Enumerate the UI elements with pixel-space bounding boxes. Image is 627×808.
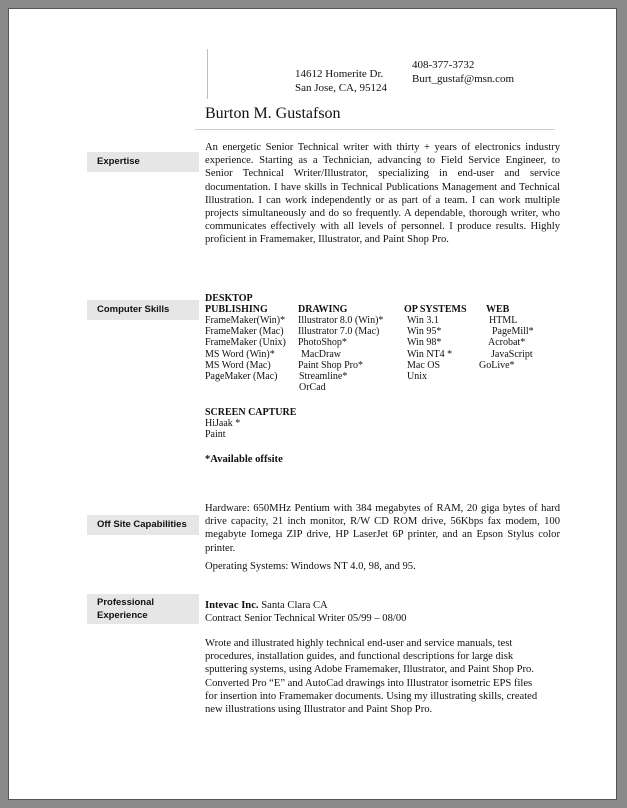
expertise-text: An energetic Senior Technical writer with thirty + years of electronics industry experience. Starting as a Technician, advancing to Field Service Engineer, to Senior Technical Writer/Illustrator, specializing in end-user and service documentation. I have skills in Technical Publications Management and Technical Illustration. I can work independently or as part of a team. I can work multiple projects simultaneously and do so frequently. A dependable, thorough writer, who communicates effectively with all levels of personnel. I produce results. Highly proficient in Framemaker, Illustrator, and Paint Shop Pro. bbox=[205, 142, 560, 246]
label-line: Experience bbox=[97, 610, 148, 621]
skills-column-op-systems bbox=[404, 304, 484, 382]
skill-list bbox=[205, 315, 300, 382]
list-item: MS Word (Mac) bbox=[205, 359, 271, 371]
operating-systems-text: Operating Systems: Windows NT 4.0, 98, and 95. bbox=[205, 561, 416, 572]
company-location: Santa Clara CA bbox=[261, 600, 328, 611]
label-line: Professional bbox=[97, 597, 155, 608]
list-item: OrCad bbox=[299, 382, 326, 394]
list-item: Win 95* bbox=[407, 326, 442, 338]
hardware-text: Hardware: 650MHz Pentium with 384 megabytes of RAM, 20 giga bytes of hard drive capacity, 21 inch monitor, R/W CD ROM drive, 56Kbps fax modem, 100 megabyte Iomega ZIP drive, HP LaserJet 6P printer, and an Epson Stylus color printer. bbox=[205, 503, 560, 554]
column-heading: DRAWING bbox=[298, 304, 348, 315]
resume-page bbox=[8, 8, 617, 800]
list-item: Paint Shop Pro* bbox=[298, 359, 364, 371]
address-line1: 14612 Homerite Dr. bbox=[295, 68, 384, 80]
column-heading: OP SYSTEMS bbox=[404, 304, 467, 315]
contact-block bbox=[412, 58, 514, 86]
job-title: Contract Senior Technical Writer 05/99 – 08/00 bbox=[205, 613, 407, 624]
skill-list bbox=[205, 418, 365, 440]
list-item: Streamline* bbox=[299, 371, 348, 383]
skill-list bbox=[298, 315, 408, 393]
header-divider-vertical bbox=[207, 49, 208, 99]
section-label-professional-experience bbox=[87, 594, 199, 624]
skills-column-desktop-publishing bbox=[205, 293, 300, 382]
skills-screen-capture bbox=[205, 407, 365, 440]
list-item: FrameMaker (Unix) bbox=[205, 337, 286, 349]
column-heading: SCREEN CAPTURE bbox=[205, 407, 297, 418]
section-label-computer-skills: Computer Skills bbox=[87, 300, 199, 320]
list-item: Paint bbox=[205, 429, 226, 441]
experience-description: Wrote and illustrated highly technical end-user and service manuals, test procedures, installation guides, and functional descriptions for large disk sputtering systems, using Adobe Framemaker, Illustrator, and Paint Shop Pro. Converted Pro “E” and AutoCad drawings into Illustrator isometric EPS files for insertion into Framemaker documents. Using my illustrating skills, created new illustrations using Illustrator and Paint Shop Pro. bbox=[205, 638, 538, 716]
skill-list bbox=[479, 315, 549, 371]
address-block bbox=[295, 67, 387, 95]
list-item: MS Word (Win)* bbox=[205, 348, 275, 360]
column-heading: DESKTOP bbox=[205, 293, 253, 304]
list-item: JavaScript bbox=[491, 348, 533, 360]
employer-line bbox=[205, 599, 328, 612]
list-item: Acrobat* bbox=[488, 337, 526, 349]
list-item: Illustrator 7.0 (Mac) bbox=[298, 326, 380, 338]
list-item: MacDraw bbox=[301, 348, 341, 360]
available-offsite-note: *Available offsite bbox=[205, 454, 283, 465]
column-heading: PUBLISHING bbox=[205, 304, 268, 315]
list-item: PageMill* bbox=[492, 326, 534, 338]
company-name: Intevac Inc. bbox=[205, 600, 259, 611]
list-item: HiJaak * bbox=[205, 418, 241, 429]
address-line2: San Jose, CA, 95124 bbox=[295, 82, 387, 94]
skill-list bbox=[404, 315, 484, 382]
list-item: Win NT4 * bbox=[407, 348, 453, 360]
list-item: FrameMaker(Win)* bbox=[205, 315, 286, 326]
skills-column-web bbox=[479, 304, 549, 371]
column-heading: WEB bbox=[486, 304, 510, 315]
candidate-name: Burton M. Gustafson bbox=[205, 105, 341, 122]
email-address: Burt_gustaf@msn.com bbox=[412, 73, 515, 85]
section-label-offsite-capabilities: Off Site Capabilities bbox=[87, 515, 199, 535]
list-item: Illustrator 8.0 (Win)* bbox=[298, 315, 384, 326]
list-item: GoLive* bbox=[479, 359, 515, 371]
list-item: HTML bbox=[489, 315, 518, 326]
list-item: Mac OS bbox=[407, 359, 441, 371]
section-label-expertise: Expertise bbox=[87, 152, 199, 172]
list-item: FrameMaker (Mac) bbox=[205, 326, 284, 338]
list-item: PhotoShop* bbox=[298, 337, 347, 349]
list-item: Win 98* bbox=[407, 337, 442, 349]
phone-number: 408-377-3732 bbox=[412, 59, 475, 71]
list-item: Unix bbox=[407, 371, 427, 383]
skills-column-drawing bbox=[298, 304, 408, 393]
list-item: Win 3.1 bbox=[407, 315, 439, 326]
header-divider-horizontal bbox=[195, 129, 555, 130]
list-item: PageMaker (Mac) bbox=[205, 371, 278, 383]
